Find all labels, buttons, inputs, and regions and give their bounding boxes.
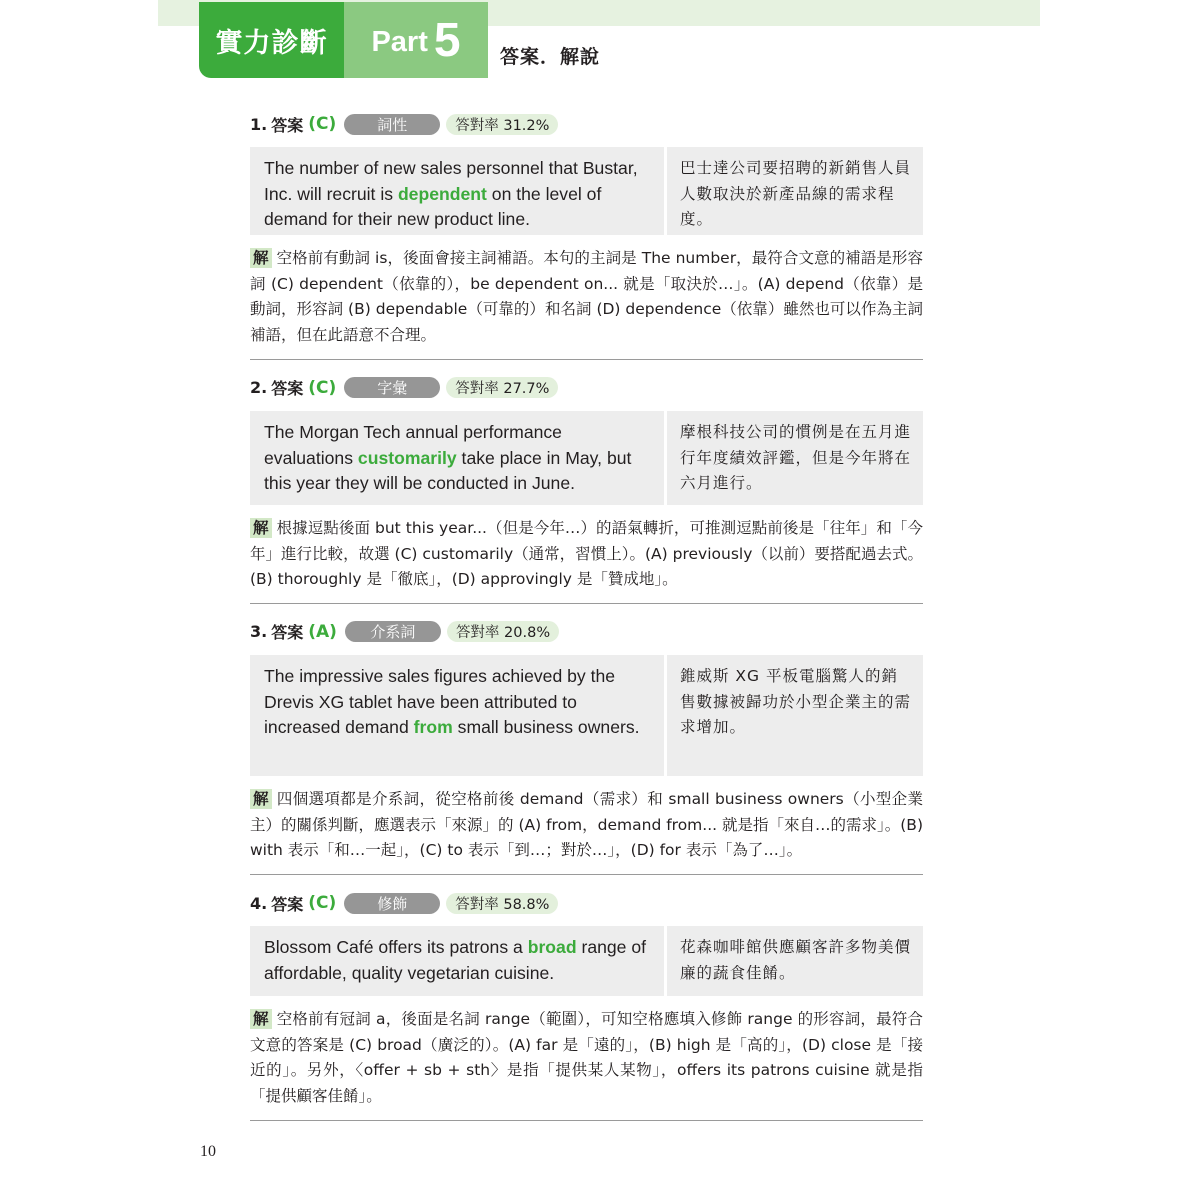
category-badge: 字彙 <box>344 377 440 398</box>
question-header <box>250 374 923 402</box>
category-badge: 修飾 <box>344 893 440 914</box>
english-sentence: The number of new sales personnel that Bustar, Inc. will recruit is dependent on the level of demand for their new product line. <box>250 147 664 235</box>
answer-keyword: customarily <box>357 447 457 468</box>
chinese-translation: 摩根科技公司的慣例是在五月進行年度績效評鑑，但是今年將在六月進行。 <box>667 411 923 505</box>
question-2 <box>250 374 923 604</box>
explanation-tag: 解 <box>250 518 272 538</box>
sentence-box <box>250 147 923 235</box>
question-number: 3. <box>250 622 268 642</box>
correct-rate-badge: 答對率 31.2% <box>446 114 558 135</box>
question-header <box>250 618 923 646</box>
question-3 <box>250 618 923 875</box>
answer-label: 答案 <box>271 115 304 135</box>
explanation-text: 空格前有動詞 is，後面會接主詞補語。本句的主詞是 The number，最符合文意的補語是形容詞 (C) dependent（依靠的），be dependent on... 就是「取決於…」。(A) depend（依靠）是動詞，形容詞 (B) dependable（可靠的）和名詞 (D) dependence（依靠）雖然也可以作為主詞補語，但在此語意不合理。 <box>250 249 923 345</box>
answer-keyword: broad <box>527 937 577 958</box>
question-4 <box>250 889 923 1121</box>
explanation-text: 四個選項都是介系詞，從空格前後 demand（需求）和 small business owners（小型企業主）的關係判斷，應選表示「來源」的 (A) from，demand from... 就是指「來自…的需求」。(B) with 表示「和…一起」，(C) to 表示「到…；對於…」，(D) for 表示「為了…」。 <box>250 789 923 860</box>
section-title: 實力診斷 <box>199 2 344 78</box>
answer-label: 答案 <box>271 894 304 914</box>
sentence-box <box>250 411 923 505</box>
question-number: 2. <box>250 378 268 398</box>
divider <box>250 874 923 875</box>
answer-letter: (A) <box>308 621 337 642</box>
explanation-tag: 解 <box>250 789 272 809</box>
section-subtitle: 答案．解說 <box>500 45 601 68</box>
explanation <box>250 787 923 864</box>
part-label <box>344 2 488 78</box>
answer-keyword: dependent <box>397 183 487 204</box>
part-number: 5 <box>433 13 461 67</box>
part-word: Part <box>371 25 428 58</box>
sentence-box <box>250 926 923 996</box>
english-sentence: The impressive sales figures achieved by the Drevis XG tablet have been attributed to increased demand from small business owners. <box>250 655 664 776</box>
question-number: 4. <box>250 893 268 913</box>
answer-letter: (C) <box>308 893 337 914</box>
section-header <box>199 2 600 78</box>
answer-label: 答案 <box>271 623 304 643</box>
explanation <box>250 516 923 593</box>
english-sentence: The Morgan Tech annual performance evaluations customarily take place in May, but this year they will be conducted in June. <box>250 411 664 505</box>
answer-letter: (C) <box>308 114 337 134</box>
correct-rate-badge: 答對率 20.8% <box>447 621 559 642</box>
correct-rate-badge: 答對率 58.8% <box>446 893 558 914</box>
explanation-text: 根據逗點後面 but this year...（但是今年…）的語氣轉折，可推測逗點前後是「往年」和「今年」進行比較，故選 (C) customarily（通常，習慣上）。(A) previously（以前）要搭配過去式。(B) thoroughly 是「徹底」，(D) approvingly 是「贊成地」。 <box>250 518 923 589</box>
chinese-translation: 巴士達公司要招聘的新銷售人員人數取決於新產品線的需求程度。 <box>667 147 923 235</box>
divider <box>250 1120 923 1121</box>
answer-list <box>250 110 923 1135</box>
category-badge: 詞性 <box>344 114 440 135</box>
category-badge: 介系詞 <box>345 621 441 642</box>
answer-keyword: from <box>413 717 453 738</box>
explanation-tag: 解 <box>250 248 272 268</box>
explanation-tag: 解 <box>250 1009 272 1029</box>
sentence-box <box>250 655 923 776</box>
chinese-translation: 花森咖啡館供應顧客許多物美價廉的蔬食佳餚。 <box>667 926 923 996</box>
question-1 <box>250 110 923 360</box>
explanation <box>250 1007 923 1110</box>
divider <box>250 359 923 360</box>
question-header <box>250 889 923 917</box>
chinese-translation: 錐威斯 XG 平板電腦驚人的銷售數據被歸功於小型企業主的需求增加。 <box>667 655 923 776</box>
correct-rate-badge: 答對率 27.7% <box>446 377 558 398</box>
page-number: 10 <box>200 1143 216 1160</box>
question-header <box>250 110 923 138</box>
explanation <box>250 246 923 349</box>
question-number: 1. <box>250 114 268 134</box>
answer-label: 答案 <box>271 379 304 399</box>
answer-letter: (C) <box>308 377 337 398</box>
explanation-text: 空格前有冠詞 a，後面是名詞 range（範圍），可知空格應填入修飾 range 的形容詞，最符合文意的答案是 (C) broad（廣泛的）。(A) far 是「遠的」，(B) high 是「高的」，(D) close 是「接近的」。另外，〈offer + sb + sth〉是指「提供某人某物」，offers its patrons cuisine 就是指「提供顧客佳餚」。 <box>250 1010 923 1106</box>
divider <box>250 603 923 604</box>
english-sentence: Blossom Café offers its patrons a broad range of affordable, quality vegetarian cuisine. <box>250 926 664 996</box>
